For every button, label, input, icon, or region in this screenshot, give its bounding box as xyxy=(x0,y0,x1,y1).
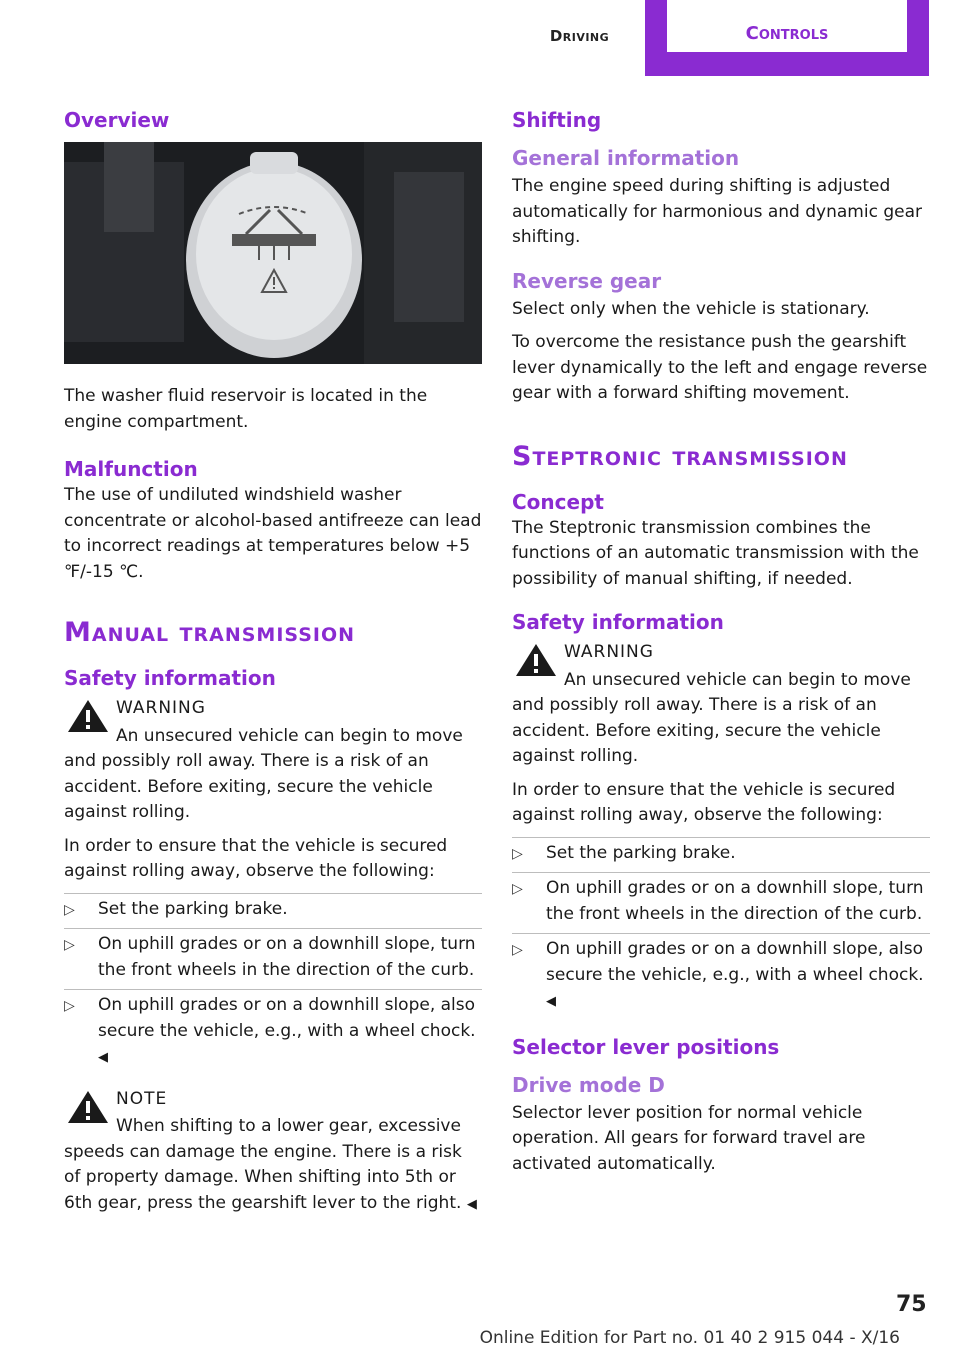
left-column xyxy=(64,108,482,1225)
triangle-bullet-icon: ▷ xyxy=(64,998,75,1014)
end-mark-icon: ◀ xyxy=(98,1050,108,1065)
precaution-list xyxy=(512,837,930,1021)
warning-triangle-icon xyxy=(64,696,112,736)
reverse-gear-heading: Reverse gear xyxy=(512,268,662,293)
list-item: ▷ Set the parking brake. xyxy=(64,893,482,929)
list-item: ▷ On uphill grades or on a downhill slope, turn the front wheels in the direction of the curb. xyxy=(512,872,930,933)
general-info-heading: General information xyxy=(512,146,740,170)
note-title: NOTE xyxy=(116,1088,168,1109)
tab-controls[interactable] xyxy=(645,0,929,76)
reverse-gear-text-1: Select only when the vehicle is stationary. xyxy=(512,298,870,319)
page-number: 75 xyxy=(896,1292,927,1317)
drive-mode-heading: Drive mode D xyxy=(512,1072,665,1097)
ensure-text: In order to ensure that the vehicle is secured against rolling away, observe the following: xyxy=(64,835,448,881)
end-mark-icon: ◀ xyxy=(546,994,556,1009)
triangle-bullet-icon: ▷ xyxy=(512,845,523,862)
warning-title: WARNING xyxy=(116,698,206,718)
safety-heading-right: Safety information xyxy=(512,610,724,634)
safety-heading: Safety information xyxy=(64,666,276,690)
warning-block xyxy=(512,640,930,770)
overview-heading: Overview xyxy=(64,108,170,132)
warning-triangle-icon xyxy=(512,640,560,680)
tab-controls-label: Controls xyxy=(667,0,907,52)
tab-driving[interactable]: Driving xyxy=(549,27,610,45)
drive-mode-text: Selector lever position for normal vehicle operation. All gears for forward travel are activated automatically. xyxy=(512,1102,866,1174)
photo-caption: The washer fluid reservoir is located in the engine compartment. xyxy=(64,386,428,432)
concept-text: The Steptronic transmission combines the functions of an automatic transmission with the possibility of manual shifting, if needed. xyxy=(512,517,919,589)
triangle-bullet-icon: ▷ xyxy=(512,942,523,958)
end-mark-icon: ◀ xyxy=(466,1196,477,1212)
list-item: ▷ On uphill grades or on a downhill slope, also secure the vehicle, e.g., with a wheel chock. ◀ xyxy=(64,989,482,1077)
right-column xyxy=(512,108,930,1185)
washer-cap-illustration xyxy=(64,142,482,364)
manual-transmission-heading: Manual transmission xyxy=(64,617,356,648)
precaution-list xyxy=(64,893,482,1077)
list-item: ▷ On uphill grades or on a downhill slope, turn the front wheels in the direction of the curb. xyxy=(64,928,482,989)
malfunction-heading: Malfunction xyxy=(64,457,198,481)
shifting-heading: Shifting xyxy=(512,108,602,132)
triangle-bullet-icon: ▷ xyxy=(64,901,75,918)
reverse-gear-text-2: To overcome the resistance push the gearshift lever dynamically to the left and engage reverse gear with a forward shifting movement. xyxy=(512,332,928,403)
ensure-text: In order to ensure that the vehicle is secured against rolling away, observe the following: xyxy=(512,779,896,825)
warning-block xyxy=(64,696,482,826)
triangle-bullet-icon: ▷ xyxy=(512,881,523,897)
warning-text: An unsecured vehicle can begin to move and possibly roll away. There is a risk of an accident. Before exiting, secure the vehicle against rolling. xyxy=(512,669,911,766)
list-item: ▷ Set the parking brake. xyxy=(512,837,930,873)
triangle-bullet-icon: ▷ xyxy=(64,937,75,953)
warning-text: An unsecured vehicle can begin to move and possibly roll away. There is a risk of an accident. Before exiting, secure the vehicle against rolling. xyxy=(64,725,463,822)
list-item: ▷ On uphill grades or on a downhill slope, also secure the vehicle, e.g., with a wheel chock. ◀ xyxy=(512,933,930,1021)
note-block xyxy=(64,1087,482,1218)
warning-title: WARNING xyxy=(564,642,654,662)
steptronic-heading: Steptronic transmission xyxy=(512,440,848,472)
footer-edition: Online Edition for Part no. 01 40 2 915 044 - X/16 xyxy=(479,1328,900,1348)
note-text: When shifting to a lower gear, excessive speeds can damage the engine. There is a risk of property damage. When shifting into 5th or 6th gear, press the gearshift lever to the right. ◀ xyxy=(64,1116,477,1213)
general-info-text: The engine speed during shifting is adjusted automatically for harmonious and dynamic gear shifting. xyxy=(512,176,922,247)
selector-heading: Selector lever positions xyxy=(512,1034,780,1059)
warning-triangle-icon xyxy=(64,1087,112,1127)
concept-heading: Concept xyxy=(512,489,604,514)
malfunction-text: The use of undiluted windshield washer concentrate or alcohol-based antifreeze can lead to incorrect readings at temperatures below +5 ℉/-15 ℃. xyxy=(64,485,482,582)
washer-reservoir-photo xyxy=(64,142,482,364)
